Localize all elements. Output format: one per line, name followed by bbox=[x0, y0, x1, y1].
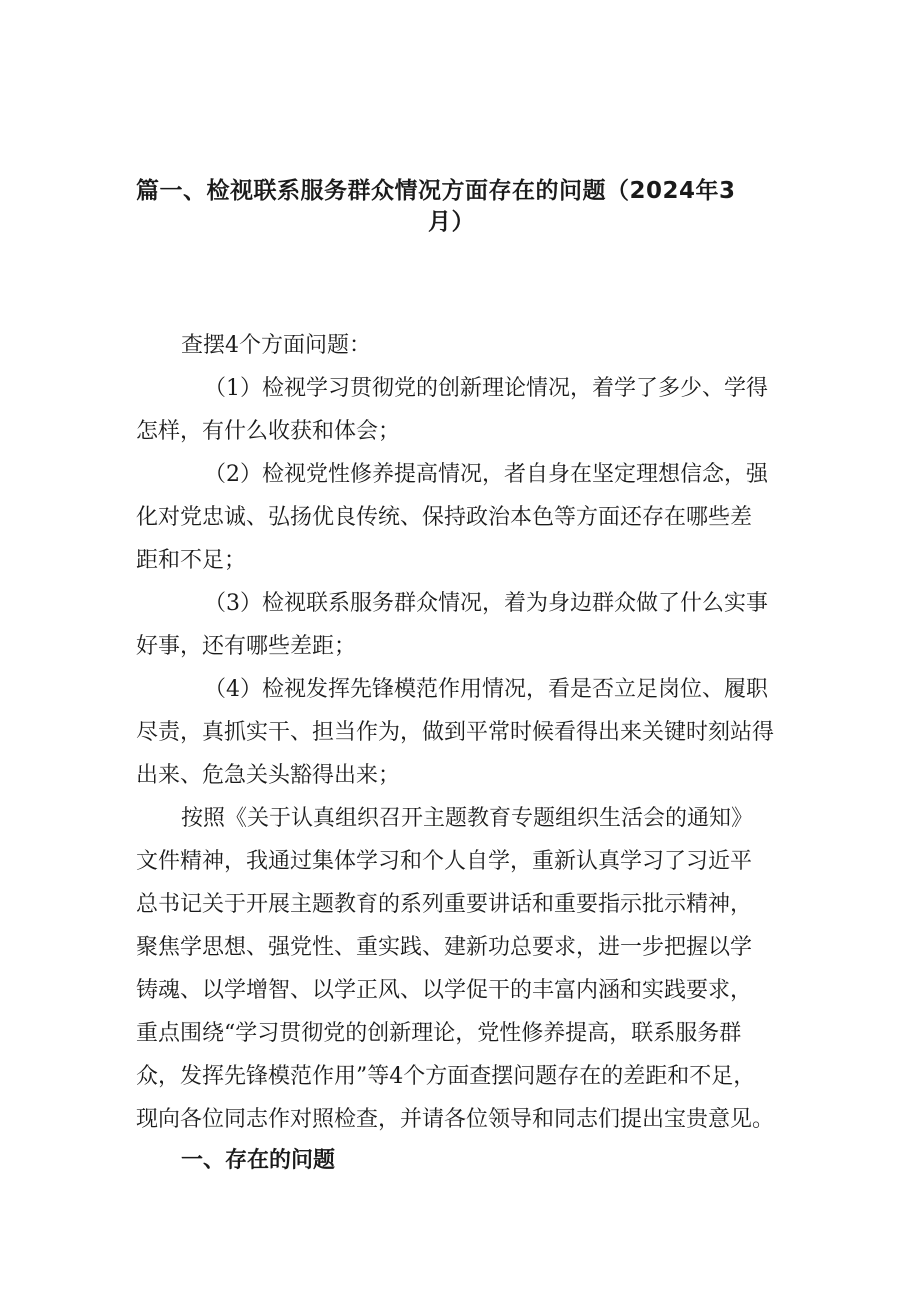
paragraph-line-1 bbox=[136, 797, 801, 840]
paragraph-line-4 bbox=[136, 926, 801, 969]
document-body bbox=[136, 324, 801, 1141]
paragraph-text-7: 众，发挥先锋模范作用”等4个方面查摆问题存在的差距和不足， bbox=[136, 1064, 756, 1089]
item-4-line-1 bbox=[136, 668, 801, 711]
paragraph-line-5 bbox=[136, 969, 801, 1012]
paragraph-line-2 bbox=[136, 840, 801, 883]
item-1-text-2: 怎样，有什么收获和体会； bbox=[136, 419, 401, 444]
intro-line bbox=[136, 324, 801, 367]
item-1-line-1 bbox=[136, 367, 801, 410]
item-2-line-2 bbox=[136, 496, 801, 539]
item-3-text-2: 好事，还有哪些差距； bbox=[136, 634, 357, 659]
paragraph-line-6 bbox=[136, 1012, 801, 1055]
item-2-line-3 bbox=[136, 539, 801, 582]
item-4-line-2 bbox=[136, 711, 801, 754]
paragraph-line-8 bbox=[136, 1098, 801, 1141]
paragraph-text-3: 总书记关于开展主题教育的系列重要讲话和重要指示批示精神， bbox=[136, 892, 753, 917]
paragraph-text-8: 现向各位同志作对照检查，并请各位领导和同志们提出宝贵意见。 bbox=[136, 1107, 775, 1132]
section-heading: 一、存在的问题 bbox=[181, 1148, 336, 1173]
item-1-text-1: （1）检视学习贯彻党的创新理论情况，着学了多少、学得 bbox=[204, 376, 768, 401]
item-4-text-1: （4）检视发挥先锋模范作用情况，看是否立足岗位、履职 bbox=[204, 677, 768, 702]
paragraph-line-7 bbox=[136, 1055, 801, 1098]
item-3-line-2 bbox=[136, 625, 801, 668]
paragraph-text-6: 重点围绕“学习贯彻党的创新理论，党性修养提高，联系服务群 bbox=[136, 1021, 742, 1046]
paragraph-text-4: 聚焦学思想、强党性、重实践、建新功总要求，进一步把握以学 bbox=[136, 935, 753, 960]
item-1-line-2 bbox=[136, 410, 801, 453]
item-2-text-3: 距和不足； bbox=[136, 548, 247, 573]
paragraph-text-1: 按照《关于认真组织召开主题教育专题组织生活会的通知》 bbox=[181, 806, 754, 831]
item-3-line-1 bbox=[136, 582, 801, 625]
document-title-line-2: 月） bbox=[428, 209, 475, 235]
paragraph-line-3 bbox=[136, 883, 801, 926]
intro-text: 查摆4个方面问题： bbox=[181, 333, 371, 358]
paragraph-text-2: 文件精神，我通过集体学习和个人自学，重新认真学习了习近平 bbox=[136, 849, 753, 874]
document-title-line-1: 篇一、检视联系服务群众情况方面存在的问题（2024年3 bbox=[136, 178, 736, 204]
item-4-text-3: 出来、危急关头豁得出来； bbox=[136, 763, 401, 788]
item-4-text-2: 尽责，真抓实干、担当作为，做到平常时候看得出来关键时刻站得 bbox=[136, 720, 775, 745]
item-4-line-3 bbox=[136, 754, 801, 797]
item-2-line-1 bbox=[136, 453, 801, 496]
paragraph-text-5: 铸魂、以学增智、以学正风、以学促干的丰富内涵和实践要求， bbox=[136, 978, 753, 1003]
item-3-text-1: （3）检视联系服务群众情况，着为身边群众做了什么实事 bbox=[204, 591, 768, 616]
item-2-text-2: 化对党忠诚、弘扬优良传统、保持政治本色等方面还存在哪些差 bbox=[136, 505, 753, 530]
item-2-text-1: （2）检视党性修养提高情况，者自身在坚定理想信念，强 bbox=[204, 462, 768, 487]
